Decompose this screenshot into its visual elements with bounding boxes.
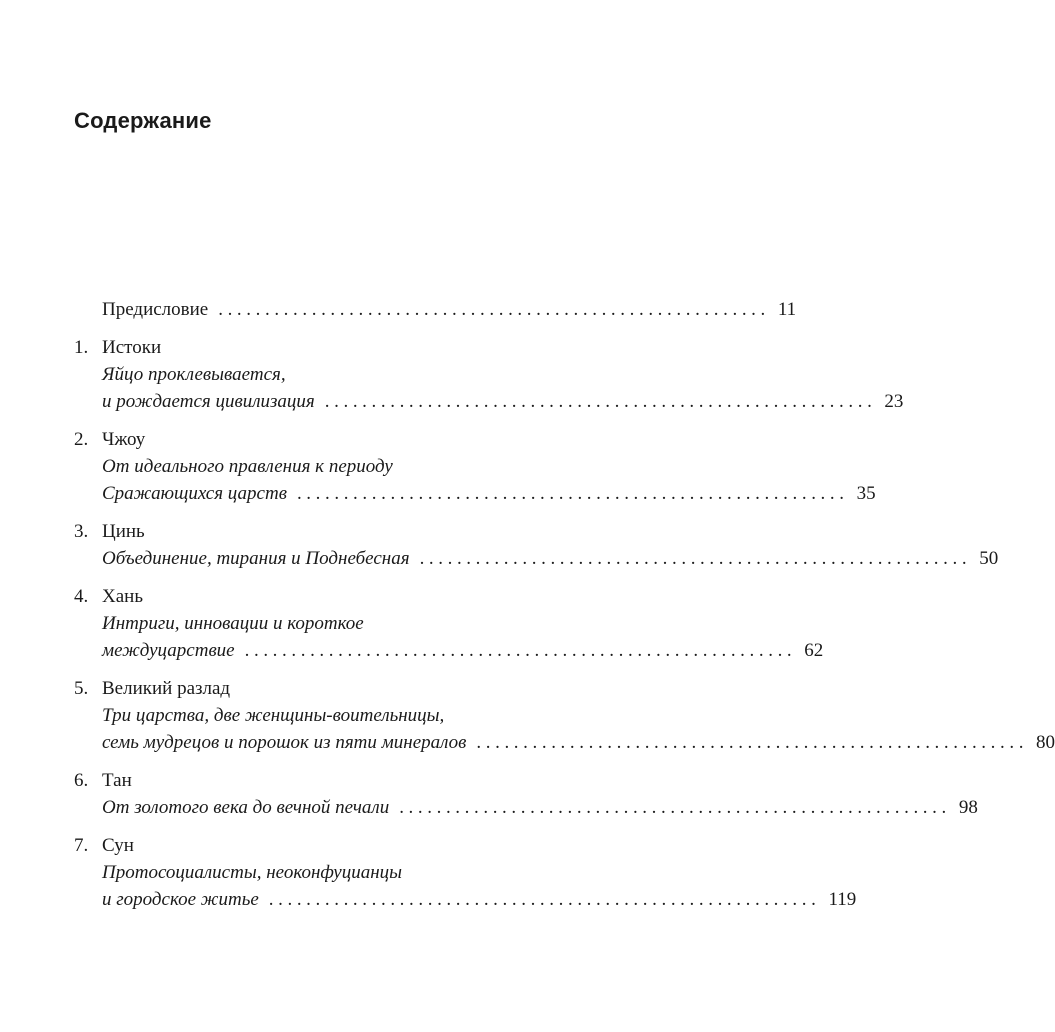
- dot-leader: ...........................................................: [419, 548, 972, 569]
- chapter-subtitle-line: От идеального правления к периоду: [102, 456, 393, 477]
- chapter-subtitle-line: Интриги, инновации и короткое: [102, 613, 364, 634]
- table-of-contents: [74, 296, 1055, 913]
- chapter-number: 5.: [74, 678, 89, 699]
- dot-leader: ...........................................................: [399, 797, 951, 818]
- chapter-subtitle-line: От золотого века до вечной печали: [102, 797, 390, 818]
- toc-entry-chapter-7[interactable]: [74, 832, 857, 913]
- chapter-title: Хань: [102, 586, 143, 607]
- dot-leader: ...........................................................: [268, 889, 821, 910]
- chapter-title: Великий разлад: [102, 678, 231, 699]
- chapter-title: Цинь: [102, 521, 145, 542]
- page-number: 119: [828, 889, 857, 910]
- page-number: 80: [1036, 732, 1055, 753]
- dot-leader: ...........................................................: [476, 732, 1029, 753]
- chapter-subtitle-line: междуцарствие: [102, 640, 235, 661]
- page-title: Содержание: [74, 108, 212, 133]
- dot-leader: ...........................................................: [218, 299, 770, 320]
- chapter-number: 3.: [74, 521, 89, 542]
- chapter-number: 1.: [74, 337, 89, 358]
- chapter-subtitle-line: Яйцо проклевывается,: [102, 364, 286, 385]
- toc-entry-chapter-2[interactable]: [74, 426, 876, 507]
- dot-leader: ...........................................................: [244, 640, 797, 661]
- toc-entry-preface[interactable]: [74, 296, 797, 323]
- chapter-title: Чжоу: [102, 429, 146, 450]
- chapter-title: Сун: [102, 835, 134, 856]
- page-number: 98: [958, 797, 978, 818]
- chapter-title: Тан: [102, 770, 132, 791]
- toc-entry-chapter-1[interactable]: [74, 334, 904, 415]
- page-number: 23: [884, 391, 904, 412]
- chapter-number: 6.: [74, 770, 89, 791]
- toc-entry-chapter-3[interactable]: [74, 518, 999, 572]
- chapter-subtitle-line: семь мудрецов и порошок из пяти минералов: [102, 732, 467, 753]
- dot-leader: ...........................................................: [296, 483, 849, 504]
- toc-entry-chapter-4[interactable]: [74, 583, 824, 664]
- page-number: 35: [856, 483, 876, 504]
- dot-leader: ...........................................................: [324, 391, 877, 412]
- chapter-title: Истоки: [102, 337, 162, 358]
- preface-label: Предисловие: [102, 299, 209, 320]
- chapter-subtitle-line: Сражающихся царств: [102, 483, 287, 504]
- chapter-subtitle-line: и городское житье: [102, 889, 259, 910]
- toc-entry-chapter-5[interactable]: [74, 675, 1055, 756]
- page-number: 62: [804, 640, 824, 661]
- chapter-number: 4.: [74, 586, 89, 607]
- chapter-subtitle-line: Три царства, две женщины-воительницы,: [102, 705, 445, 726]
- chapter-number: 7.: [74, 835, 89, 856]
- toc-entry-chapter-6[interactable]: [74, 767, 978, 821]
- page-number: 50: [979, 548, 999, 569]
- chapter-subtitle-line: Объединение, тирания и Поднебесная: [102, 548, 410, 569]
- page-number: 11: [777, 299, 797, 320]
- chapter-subtitle-line: и рождается цивилизация: [102, 391, 315, 412]
- chapter-number: 2.: [74, 429, 89, 450]
- chapter-subtitle-line: Протосоциалисты, неоконфуцианцы: [102, 862, 402, 883]
